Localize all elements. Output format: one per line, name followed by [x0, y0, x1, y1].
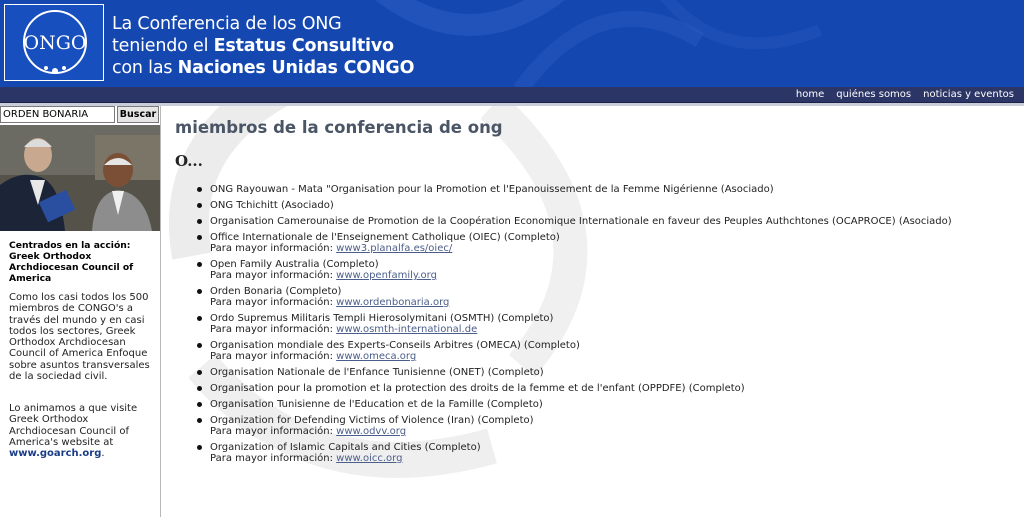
member-website-link[interactable]: www.openfamily.org: [336, 270, 437, 281]
site-title: [112, 13, 414, 79]
more-info-label: Para mayor información:: [210, 243, 337, 254]
featured-paragraph-1: Como los casi todos los 500 miembros de CONGO's a través del mundo y en casi todos los sectores, Greek Orthodox Archdiocesan Council of America Enfoque sobre asuntos transversales de la sociedad civil.: [9, 292, 150, 383]
member-list-item: [192, 200, 1022, 211]
member-website-link[interactable]: www.ordenbonaria.org: [336, 297, 450, 308]
search-input[interactable]: [0, 106, 115, 123]
member-name: Open Family Australia (Completo): [210, 259, 379, 270]
member-more-info: [210, 243, 1022, 254]
more-info-label: Para mayor información:: [210, 453, 337, 464]
featured-paragraph-2: Lo animamos a que visite Greek Orthodox Archdiocesan Council of America's website at www.goarch.org.: [9, 403, 138, 460]
member-list-item: [192, 286, 1022, 308]
nav-home-link[interactable]: home: [795, 89, 825, 100]
member-more-info: [210, 270, 1022, 281]
member-list-item: [192, 259, 1022, 281]
member-list-item: [192, 232, 1022, 254]
member-name: Organisation pour la promotion et la protection des droits de la femme et de l'enfant (OPPDFE) (Completo): [210, 383, 745, 394]
member-website-link[interactable]: www3.planalfa.es/oiec/: [336, 243, 453, 254]
members-list: [192, 184, 1022, 469]
logo-text: ONGO: [23, 32, 87, 54]
search-button[interactable]: Buscar: [117, 106, 159, 123]
featured-heading: Centrados en la acción: Greek Orthodox Archdiocesan Council of America: [9, 240, 134, 284]
member-list-item: [192, 415, 1022, 437]
member-website-link[interactable]: www.osmth-international.de: [336, 324, 478, 335]
member-name: Ordo Supremus Militaris Templi Hierosolymitani (OSMTH) (Completo): [210, 313, 554, 324]
member-list-item: [192, 367, 1022, 378]
member-more-info: [210, 324, 1022, 335]
logo-emblem-icon: [5, 5, 105, 82]
letter-heading: O...: [175, 152, 203, 170]
member-list-item: [192, 340, 1022, 362]
nav-news-link[interactable]: noticias y eventos: [923, 89, 1014, 100]
sidebar: [0, 106, 161, 517]
member-website-link[interactable]: www.omeca.org: [336, 351, 417, 362]
member-list-item: [192, 313, 1022, 335]
member-name: Organization for Defending Victims of Violence (Iran) (Completo): [210, 415, 534, 426]
member-list-item: [192, 184, 1022, 195]
main-content: [162, 106, 1024, 517]
title-line-1: La Conferencia de los ONG: [112, 14, 342, 34]
site-header: [0, 0, 1024, 87]
member-more-info: [210, 453, 1022, 464]
top-nav-bar: [0, 87, 1024, 103]
congo-logo[interactable]: [4, 4, 104, 81]
member-name: Office Internationale de l'Enseignement Catholique (OIEC) (Completo): [210, 232, 560, 243]
member-name: Organisation Nationale de l'Enfance Tunisienne (ONET) (Completo): [210, 367, 544, 378]
member-list-item: [192, 399, 1022, 410]
member-list-item: [192, 383, 1022, 394]
more-info-label: Para mayor información:: [210, 426, 337, 437]
nav-about-link[interactable]: quiénes somos: [836, 89, 912, 100]
member-more-info: [210, 297, 1022, 308]
top-nav: [796, 88, 1014, 101]
featured-photo-image: [0, 125, 160, 231]
member-website-link[interactable]: www.oicc.org: [336, 453, 403, 464]
page-title: miembros de la conferencia de ong: [175, 118, 503, 137]
member-name: Organisation Camerounaise de Promotion de la Coopération Economique Internationale en faveur des Peuples Authchtones (OCAPROCE) (Asociado): [210, 216, 952, 227]
featured-photo: [0, 125, 160, 231]
member-list-item: [192, 216, 1022, 227]
member-name: ONG Rayouwan - Mata "Organisation pour la Promotion et l'Epanouissement de la Femme Nigérienne (Asociado): [210, 184, 774, 195]
member-name: Orden Bonaria (Completo): [210, 286, 342, 297]
member-name: ONG Tchichitt (Asociado): [210, 200, 334, 211]
member-more-info: [210, 351, 1022, 362]
member-name: Organisation Tunisienne de l'Education et de la Famille (Completo): [210, 399, 543, 410]
member-list-item: [192, 442, 1022, 464]
member-name: Organisation mondiale des Experts-Conseils Arbitres (OMECA) (Completo): [210, 340, 580, 351]
more-info-label: Para mayor información:: [210, 297, 337, 308]
title-line-2: teniendo el Estatus Consultivo: [112, 36, 394, 56]
more-info-label: Para mayor información:: [210, 270, 337, 281]
member-name: Organization of Islamic Capitals and Cities (Completo): [210, 442, 481, 453]
member-more-info: [210, 426, 1022, 437]
title-line-3: con las Naciones Unidas CONGO: [112, 58, 415, 78]
member-website-link[interactable]: www.odvv.org: [336, 426, 407, 437]
more-info-label: Para mayor información:: [210, 351, 337, 362]
more-info-label: Para mayor información:: [210, 324, 337, 335]
goarch-link[interactable]: www.goarch.org: [9, 448, 102, 460]
